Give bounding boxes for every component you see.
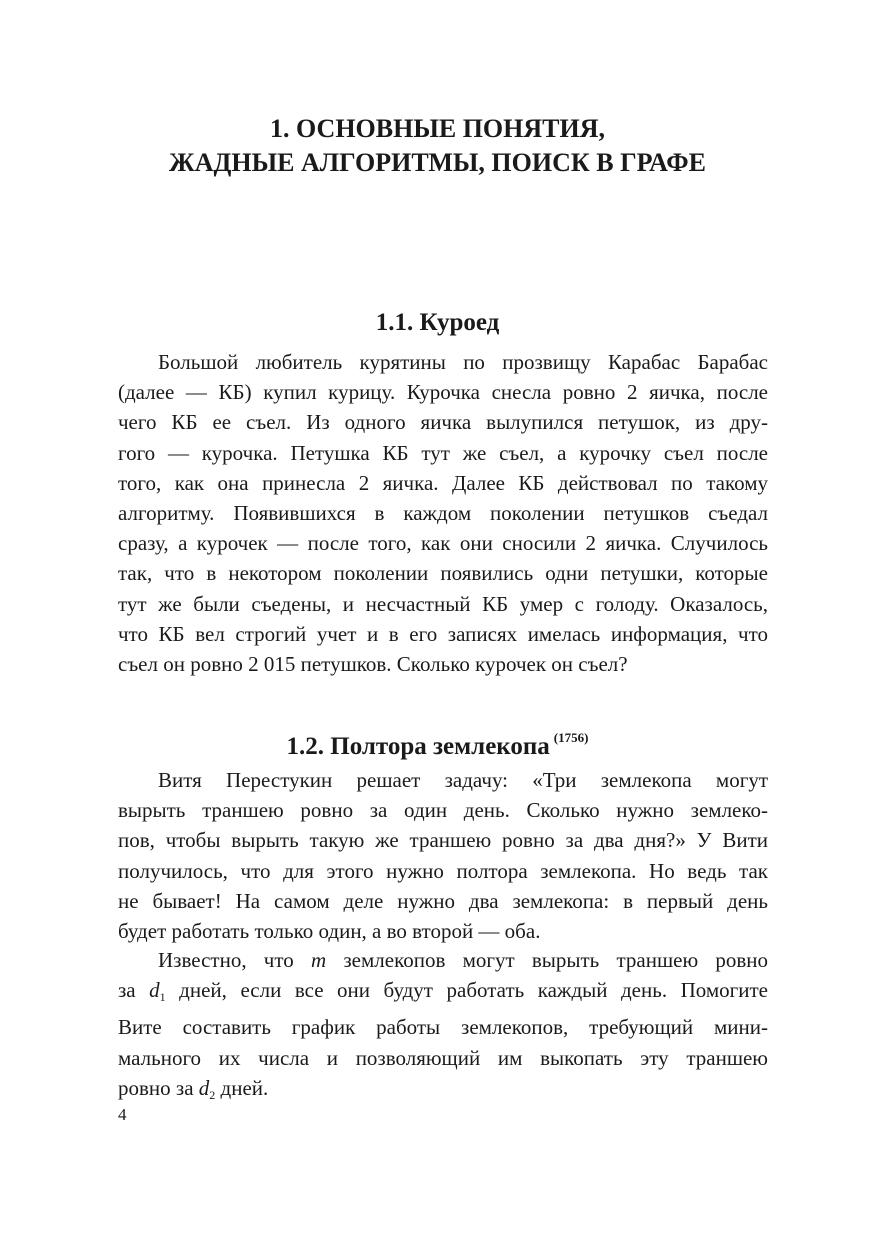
text-line: чего КБ ее съел. Из одного яичка вылупился петушок, из дру- xyxy=(118,410,768,435)
variable-m: m xyxy=(310,948,327,972)
text-line: алгоритму. Появившихся в каждом поколении петушков съедал xyxy=(118,501,768,526)
text-fragment: ровно за xyxy=(118,1075,199,1100)
page-number: 4 xyxy=(118,1105,127,1124)
text-line xyxy=(118,1073,768,1110)
subscript-2: 2 xyxy=(209,1087,216,1102)
text-line: вырыть траншею ровно за один день. Сколько нужно землеко- xyxy=(118,798,768,823)
chapter-title-line-1: 1. ОСНОВНЫЕ ПОНЯТИЯ, xyxy=(270,114,605,143)
text-line: получилось, что для этого нужно полтора землекопа. Но ведь так xyxy=(118,858,768,883)
text-line: Большой любитель курятины по прозвищу Карабас Барабас xyxy=(158,350,768,374)
text-line: Вите составить график работы землекопов, требующий мини- xyxy=(118,1015,768,1040)
problem-number-note: (1756) xyxy=(553,730,589,745)
chapter-title-line-2: ЖАДНЫЕ АЛГОРИТМЫ, ПОИСК В ГРАФЕ xyxy=(169,148,706,177)
text-line xyxy=(118,975,768,1012)
section-1-paragraph xyxy=(118,347,768,679)
section-2-title-text: 1.2. Полтора землекопа xyxy=(286,733,550,760)
text-line: будет работать только один, а во второй — оба. xyxy=(118,919,541,944)
text-line: так, что в некотором поколении появились одни петушки, которые xyxy=(118,561,768,586)
text-line: сразу, а курочек — после того, как они сносили 2 яичка. Случилось xyxy=(118,531,768,556)
section-2-paragraph-2 xyxy=(118,945,768,1110)
section-2-paragraph-1 xyxy=(118,765,768,946)
text-line: тут же были съедены, и несчастный КБ умер с голоду. Оказалось, xyxy=(118,591,768,616)
section-title-poltora-zemlekopa xyxy=(0,722,875,763)
text-line: что КБ вел строгий учет и в его записях имелась информация, что xyxy=(118,621,768,646)
section-1-title-text: 1.1. Куроед xyxy=(375,309,500,336)
text-line xyxy=(118,945,768,975)
variable-d: d xyxy=(198,1075,210,1100)
text-line: того, как она принесла 2 яичка. Далее КБ действовал по такому xyxy=(118,470,768,495)
text-line: Витя Перестукин решает задачу: «Три землекопа могут xyxy=(158,768,768,792)
variable-d: d xyxy=(149,978,160,1003)
text-fragment: дней, если все они будут работать каждый день. Помогите xyxy=(165,978,769,1003)
text-line: пов, чтобы вырыть такую же траншею ровно за два дня?» У Вити xyxy=(118,828,768,853)
text-line: съел он ровно 2 015 петушков. Сколько курочек он съел? xyxy=(118,652,628,677)
text-fragment: дней. xyxy=(215,1075,269,1100)
text-line: (далее — КБ) купил курицу. Курочка снесла ровно 2 яичка, после xyxy=(118,380,768,405)
text-fragment: Известно, что xyxy=(158,948,311,972)
text-line: мального их числа и позволяющий им выкопать эту траншею xyxy=(118,1045,768,1070)
text-fragment: за xyxy=(118,978,150,1003)
text-line: гого — курочка. Петушка КБ тут же съел, а курочку съел после xyxy=(118,440,768,465)
chapter-title xyxy=(0,112,875,180)
text-line: не бывает! На самом деле нужно два землекопа: в первый день xyxy=(118,888,768,913)
text-fragment: землекопов могут вырыть траншею ровно xyxy=(326,948,769,972)
section-title-kuroed xyxy=(0,307,875,339)
subscript-1: 1 xyxy=(159,990,166,1005)
